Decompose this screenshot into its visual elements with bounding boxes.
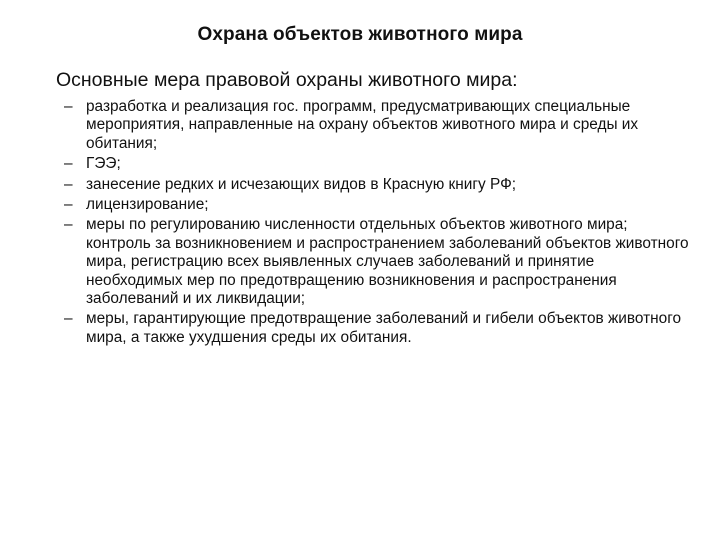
bullet-item [64, 310, 694, 347]
bullet-item [64, 196, 694, 214]
bullet-text: меры, гарантирующие предотвращение заболеваний и гибели объектов животного мира, а также ухудшения среды их обитания. [86, 310, 682, 346]
bullet-item [64, 216, 694, 308]
dash-bullet-marker: – [64, 216, 73, 234]
dash-bullet-marker: – [64, 155, 73, 173]
bullet-item [64, 98, 694, 153]
bullet-text: разработка и реализация гос. программ, предусматривающих специальные мероприятия, направленные на охрану объектов животного мира и среды их обитания; [86, 98, 639, 152]
dash-bullet-marker: – [64, 98, 73, 115]
dash-bullet-marker: – [64, 175, 73, 193]
slide-title: Охрана объектов животного мира [197, 24, 523, 45]
bullet-text: ГЭЭ; [86, 155, 121, 173]
bullet-text: меры по регулированию численности отдельных объектов животного мира; контроль за возникновением и распространением заболеваний объектов животного мира, регистрацию всех выявленных случаев заболеваний и принятие необходимых мер по предотвращению возникновения и распространения заболеваний и их ликвидации; [86, 216, 689, 308]
bullet-list [64, 98, 694, 349]
bullet-text: занесение редких и исчезающих видов в Красную книгу РФ; [86, 175, 517, 193]
bullet-item [64, 155, 694, 173]
bullet-item [64, 176, 694, 194]
dash-bullet-marker: – [64, 310, 73, 328]
bullet-text: лицензирование; [86, 196, 209, 214]
slide-subtitle: Основные мера правовой охраны животного мира: [56, 69, 518, 91]
dash-bullet-marker: – [64, 196, 73, 214]
